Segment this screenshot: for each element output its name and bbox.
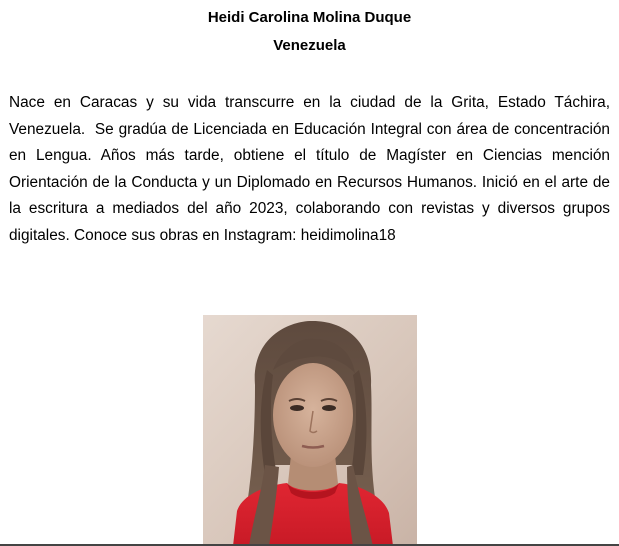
- author-country: Venezuela: [273, 37, 346, 54]
- author-photo: [203, 315, 417, 546]
- author-name: Heidi Carolina Molina Duque: [207, 9, 412, 26]
- author-bio: Nace en Caracas y su vida transcurre en la ciudad de la Grita, Estado Táchira, Venezuela. Se gradúa de Licenciada en Educación Integral con área de concentración en Lengua. Años más tarde, obtiene el título de Magíster en Ciencias mención Orientación de la Conducta y un Diplomado en Recursos Humanos. Inició en el arte de la escritura a mediados del año 2023, colaborando con revistas y diversos grupos digitales. Conoce sus obras en Instagram: heidimolina18: [9, 94, 615, 244]
